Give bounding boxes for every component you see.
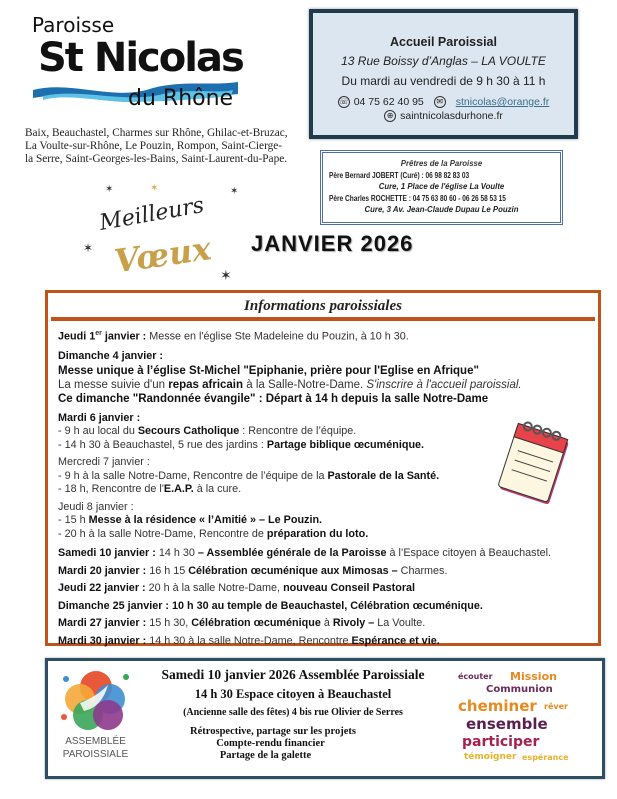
assembly-logo-line1: ASSEMBLÉE — [65, 736, 126, 747]
event-text: Messe unique à l’église St-Michel "Epiphanie, prière pour l'Eglise en Afrique" — [58, 364, 479, 377]
assembly-title: Samedi 10 janvier 2026 Assemblée Paroissiale — [161, 667, 425, 682]
event-text: Mardi 20 janvier : — [58, 564, 150, 577]
accueil-website[interactable]: saintnicolasdurhone.fr — [400, 110, 503, 122]
accueil-email-link[interactable]: stnicolas@orange.fr — [455, 96, 550, 108]
priests-box — [320, 150, 563, 225]
phone-icon: ☏ — [338, 97, 349, 106]
info-box — [45, 290, 601, 646]
svg-text:✶: ✶ — [230, 186, 239, 197]
cloud-word: ensemble — [466, 715, 548, 733]
event-text: Messe en l'église Ste Madeleine du Pouzin, à 10 h 30. — [149, 330, 409, 343]
event-text: Dimanche 25 janvier : — [58, 599, 173, 612]
event-text: - 9 h au local du — [58, 425, 138, 438]
assembly-time: 14 h 30 Espace citoyen à Beauchastel — [194, 687, 392, 701]
event-line — [58, 392, 588, 406]
event-text: Rivoly – — [332, 617, 375, 630]
event-text: Partage biblique œcuménique. — [266, 438, 425, 451]
event-line — [58, 582, 588, 596]
event-text: Célébration œcuménique aux Mimosas – — [188, 564, 398, 577]
event-text: 20 h à la salle Notre-Dame, — [148, 582, 284, 595]
event-text: Pastorale de la Santé. — [327, 469, 440, 482]
event-text: 14 h — [314, 392, 338, 405]
cloud-word: Mission — [510, 670, 557, 683]
event-text: Messe à la résidence « l’Amitié » – Le Pouzin. — [88, 514, 323, 527]
assembly-logo-line2: PAROISSIALE — [62, 749, 129, 760]
event-text: - 20 h à la salle Notre-Dame, Rencontre de — [58, 527, 267, 540]
accueil-box — [309, 9, 578, 139]
agenda-item: Rétrospective, partage sur les projets — [190, 726, 356, 737]
cloud-word: espérance — [522, 753, 569, 762]
accueil-hours: Du mardi au vendredi de 9 h 30 à 11 h — [341, 74, 546, 88]
accueil-title: Accueil Paroissial — [389, 35, 497, 49]
svg-text:Vœux: Vœux — [111, 229, 214, 281]
event-text: nouveau Conseil Pastoral — [283, 582, 416, 595]
agenda-item: Compte-rendu financier — [216, 738, 325, 749]
notepad-icon — [496, 421, 576, 511]
logo-line2: St Nicolas — [38, 35, 243, 81]
svg-text:✶: ✶ — [105, 184, 114, 195]
priest-1: Père Bernard JOBERT (Curé) : 06 98 82 83 03 — [329, 170, 470, 180]
event-line — [58, 600, 588, 614]
cloud-word: rêver — [544, 702, 568, 711]
priest-2-address: Cure, 3 Av. Jean-Claude Dupau Le Pouzin — [364, 205, 519, 214]
logo-line1: Paroisse — [32, 13, 115, 37]
event-text: 14 h 30 — [158, 547, 198, 560]
svg-text:Meilleurs: Meilleurs — [97, 192, 206, 236]
event-line — [58, 565, 588, 579]
event-text: depuis la salle Notre-Dame — [337, 392, 489, 405]
svg-text:✶: ✶ — [83, 241, 94, 255]
event-line — [58, 514, 588, 528]
event-line — [58, 635, 588, 649]
svg-text:✶: ✶ — [150, 183, 159, 194]
event-text: Ce dimanche "Randonnée évangile" : Départ à — [58, 392, 315, 405]
meilleurs-voeux-image — [75, 182, 245, 282]
event-text: 14 h 30 à la salle Notre-Dame, Rencontre — [149, 634, 352, 647]
priest-2: Père Charles ROCHETTE : 04 75 63 80 60 - 06 26 58 53 15 — [329, 193, 506, 203]
event-text: Espérance et vie. — [351, 634, 440, 647]
event-line — [58, 378, 588, 392]
cloud-word: cheminer — [458, 697, 537, 715]
event-text: La Voulte. — [374, 617, 426, 630]
cloud-word: Communion — [486, 684, 553, 695]
event-text: - 18 h, Rencontre de l' — [58, 483, 164, 496]
event-text: Charmes. — [397, 564, 448, 577]
accueil-phone: 04 75 62 40 95 — [353, 96, 424, 108]
event-text: à l’Espace citoyen à Beauchastel. — [386, 547, 551, 560]
event-line — [58, 364, 588, 378]
assembly-box — [45, 658, 605, 779]
event-text: à la cure. — [193, 483, 242, 496]
parish-logo — [28, 13, 243, 118]
event-text: Mardi 30 janvier : — [58, 634, 150, 647]
cloud-word: participer — [462, 734, 540, 750]
accueil-address: 13 Rue Boissy d’Anglas – LA VOULTE — [341, 54, 546, 68]
event-line — [58, 327, 588, 344]
agenda-item: Partage de la galette — [219, 750, 312, 761]
event-text: Samedi 10 janvier : — [58, 547, 159, 560]
event-text: 10 h 30 au temple de Beauchastel, Célébration œcuménique. — [172, 599, 483, 612]
event-text: 15 h 30, — [149, 617, 192, 630]
event-text: janvier : — [101, 330, 150, 343]
event-text: Jeudi 22 janvier : — [58, 582, 149, 595]
event-text: Dimanche 4 janvier : — [58, 350, 164, 363]
event-line — [58, 617, 588, 631]
event-text: Mardi 6 janvier : — [58, 411, 141, 424]
event-text: - 14 h 30 à Beauchastel, 5 rue des jardins : — [58, 438, 267, 451]
event-text: Célébration œcuménique — [191, 617, 321, 630]
event-text: 16 h 15 — [149, 564, 189, 577]
cloud-word: écouter — [458, 672, 493, 681]
event-line — [58, 547, 588, 561]
event-text: Secours Catholique — [137, 425, 240, 438]
event-text: Mercredi 7 janvier : — [58, 456, 150, 469]
priests-title: Prêtres de la Paroisse — [400, 159, 483, 168]
globe-icon: ⊕ — [384, 110, 396, 122]
event-text: La messe suivie d'un — [58, 378, 169, 391]
month-title: JANVIER 2026 — [251, 231, 414, 256]
villages-list: Baix, Beauchastel, Charmes sur Rhône, Ghilac-et-Bruzac, La Voulte-sur-Rhône, Le Pouzin, Rompon, Saint-Cierge-la Serre, Saint-Georges-les-Bains, Saint-Laurent-du-Pape. — [25, 127, 288, 165]
event-text: er — [95, 330, 102, 337]
event-text: à — [320, 617, 333, 630]
event-text: S'inscrire à l'accueil paroissial. — [366, 378, 522, 391]
mail-icon: ✉ — [434, 96, 446, 108]
event-text: Jeudi 8 janvier : — [58, 500, 134, 513]
svg-text:✶: ✶ — [220, 267, 232, 282]
info-title: Informations paroissiales — [51, 298, 595, 321]
assembly-place: (Ancienne salle des fêtes) 4 bis rue Olivier de Serres — [183, 707, 403, 718]
event-text: repas africain — [168, 378, 244, 391]
event-text: E.A.P. — [163, 483, 194, 496]
event-text: Mardi 27 janvier : — [58, 617, 150, 630]
event-text: Jeudi 1 — [58, 330, 96, 343]
event-text: à la Salle-Notre-Dame. — [243, 378, 367, 391]
event-text: - 15 h — [58, 514, 89, 527]
event-text: - 9 h à la salle Notre-Dame, Rencontre de l’équipe de la — [58, 469, 328, 482]
event-line — [58, 528, 588, 542]
logo-line3: du Rhône — [128, 86, 234, 111]
event-line — [58, 350, 588, 364]
cloud-word: témoigner — [464, 752, 517, 762]
event-text: préparation du loto. — [266, 527, 369, 540]
word-cloud — [458, 671, 578, 771]
priest-1-address: Cure, 1 Place de l'église La Voulte — [378, 182, 505, 191]
event-text: : Rencontre de l’équipe. — [239, 425, 357, 438]
event-text: – Assemblée générale de la Paroisse — [197, 547, 387, 560]
